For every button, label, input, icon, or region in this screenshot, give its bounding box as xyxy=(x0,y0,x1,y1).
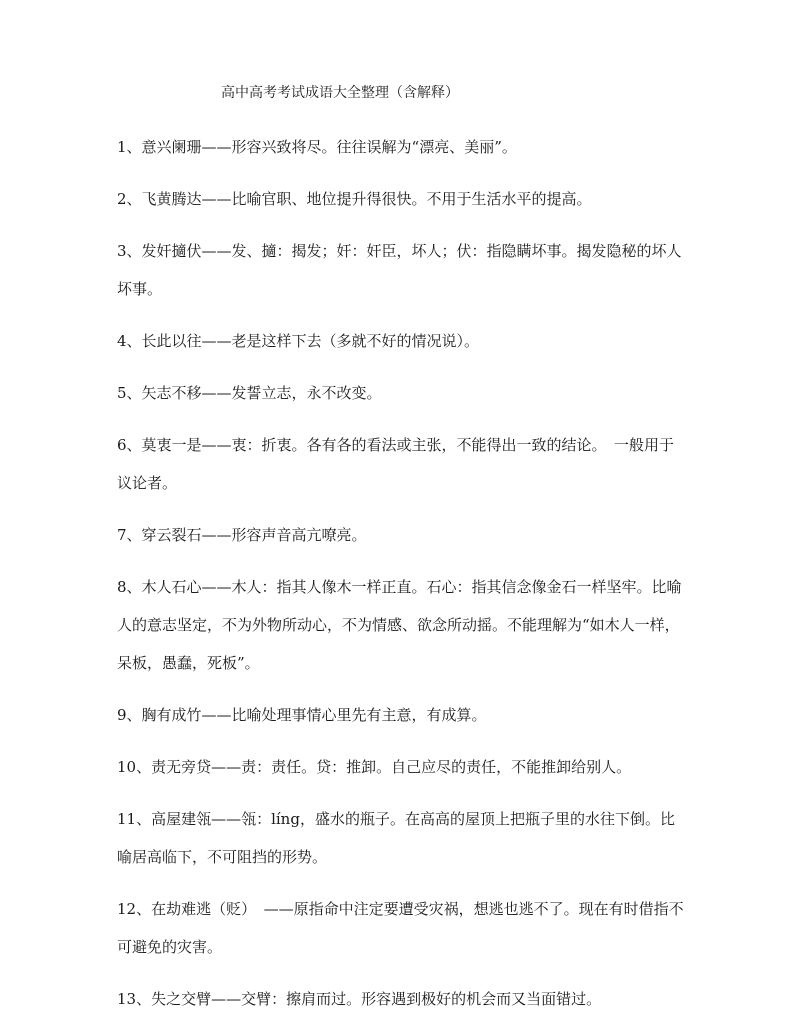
idiom-entry-4: 4、长此以往——老是这样下去（多就不好的情况说）。 xyxy=(117,332,480,350)
idiom-entry-1: 1、意兴阑珊——形容兴致将尽。往往误解为“漂亮、美丽”。 xyxy=(117,138,517,156)
idiom-entry-12: 12、在劫难逃（贬） ——原指命中注定要遭受灾祸，想逃也逃不了。现在有时借指不可避免的灾害。 xyxy=(117,900,684,956)
document-title: 高中高考考试成语大全整理（含解释） xyxy=(221,85,459,101)
idiom-entry-10: 10、责无旁贷——责：责任。贷：推卸。自己应尽的责任，不能推卸给别人。 xyxy=(117,758,632,776)
idiom-entry-2: 2、飞黄腾达——比喻官职、地位提升得很快。不用于生活水平的提高。 xyxy=(117,190,592,208)
idiom-entry-11: 11、高屋建瓴——瓴：líng，盛水的瓶子。在高高的屋顶上把瓶子里的水往下倒。比喻居高临下，不可阻挡的形势。 xyxy=(117,810,675,866)
idiom-entry-8: 8、木人石心——木人：指其人像木一样正直。石心：指其信念像金石一样坚牢。比喻人的意志坚定，不为外物所动心，不为情感、欲念所动摇。不能理解为“如木人一样，呆板，愚蠢，死板”。 xyxy=(117,578,682,672)
idiom-list xyxy=(117,128,687,1032)
idiom-entry-3: 3、发奸擿伏——发、擿：揭发；奸：奸臣，坏人；伏：指隐瞒坏事。揭发隐秘的坏人坏事。 xyxy=(117,242,682,298)
idiom-entry-9: 9、胸有成竹——比喻处理事情心里先有主意，有成算。 xyxy=(117,706,487,724)
idiom-entry-5: 5、矢志不移——发誓立志，永不改变。 xyxy=(117,384,382,402)
idiom-entry-6: 6、莫衷一是——衷：折衷。各有各的看法或主张，不能得出一致的结论。 一般用于议论者。 xyxy=(117,436,675,492)
idiom-entry-13: 13、失之交臂——交臂：擦肩而过。形容遇到极好的机会而又当面错过。 xyxy=(117,990,602,1008)
idiom-entry-7: 7、穿云裂石——形容声音高亢嘹亮。 xyxy=(117,526,367,544)
